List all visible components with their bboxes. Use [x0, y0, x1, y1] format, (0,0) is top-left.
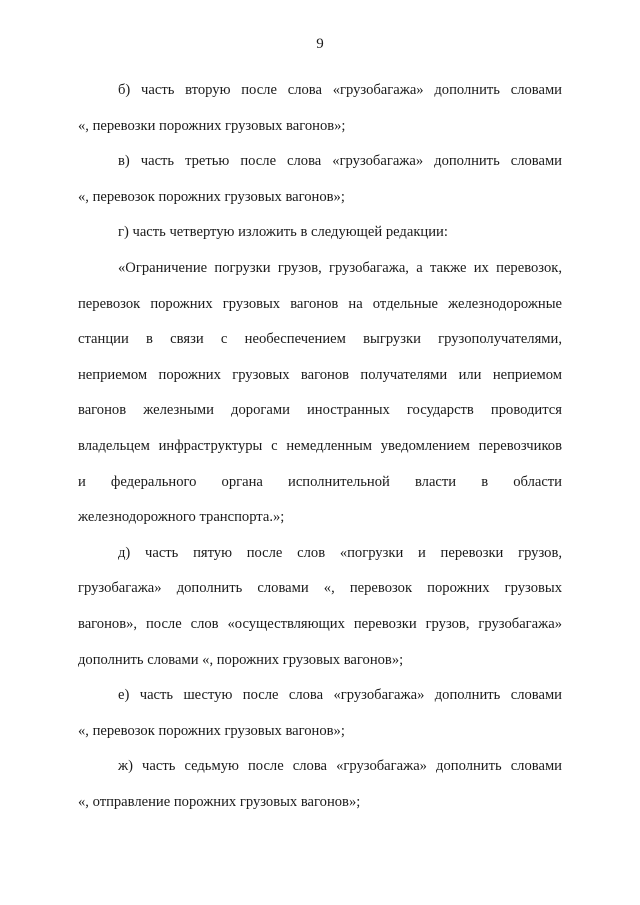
text-line: вагонов железными дорогами иностранных государств проводится — [78, 402, 562, 419]
text-line: б) часть вторую после слова «грузобагажа» дополнить словами — [118, 82, 562, 98]
paragraph-zh — [78, 749, 562, 820]
text-line: в) часть третью после слова «грузобагажа» дополнить словами — [118, 153, 562, 170]
text-line: «Ограничение погрузки грузов, грузобагажа, а также их перевозок, — [118, 259, 562, 276]
paragraph-d — [78, 536, 562, 678]
text-line: станции в связи с необеспечением выгрузки грузополучателями, — [78, 331, 562, 348]
text-line: грузобагажа» дополнить словами «, перевозок порожних грузовых — [78, 580, 562, 597]
paragraph-g-quote — [78, 251, 562, 536]
paragraph-e — [78, 678, 562, 749]
text-line: «, перевозок порожних грузовых вагонов»; — [78, 188, 345, 205]
document-body — [78, 73, 562, 820]
text-line: д) часть пятую после слов «погрузки и перевозки грузов, — [118, 544, 562, 561]
text-line: «, отправление порожних грузовых вагонов»; — [78, 793, 361, 810]
paragraph-b — [78, 73, 562, 144]
text-line: и федерального органа исполнительной власти в области — [78, 473, 562, 490]
paragraph-v — [78, 144, 562, 215]
text-line: неприемом порожних грузовых вагонов получателями или неприемом — [78, 366, 562, 383]
page-number: 9 — [316, 36, 324, 52]
text-line: г) часть четвертую изложить в следующей редакции: — [118, 224, 448, 241]
text-line: вагонов», после слов «осуществляющих перевозки грузов, грузобагажа» — [78, 615, 562, 632]
text-line: е) часть шестую после слова «грузобагажа» дополнить словами — [118, 687, 562, 704]
text-line: ж) часть седьмую после слова «грузобагажа» дополнить словами — [118, 758, 562, 775]
text-line: «, перевозок порожних грузовых вагонов»; — [78, 722, 345, 739]
text-line: перевозок порожних грузовых вагонов на отдельные железнодорожные — [78, 295, 562, 312]
paragraph-g — [78, 215, 562, 251]
text-line: железнодорожного транспорта.»; — [78, 509, 285, 526]
text-line: «, перевозки порожних грузовых вагонов»; — [78, 117, 346, 134]
text-line: владельцем инфраструктуры с немедленным уведомлением перевозчиков — [78, 437, 562, 454]
text-line: дополнить словами «, порожних грузовых вагонов»; — [78, 651, 404, 668]
